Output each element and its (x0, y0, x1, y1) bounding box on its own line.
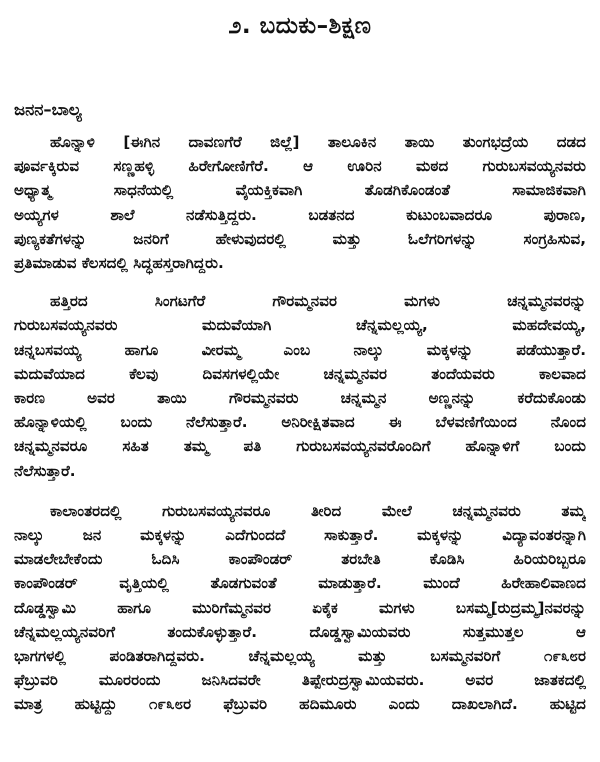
page-title: ೨. ಬದುಕು–ಶಿಕ್ಷಣ (228, 13, 372, 39)
paragraph-line: ಕಾರಣ ಅವರ ತಾಯಿ ಗೌರಮ್ಮನವರು ಚನ್ನಮ್ಮನ ಅಣ್ಣನನ್ನು ಕರೆದುಕೊಂಡು (14, 389, 586, 408)
paragraph-line: ಫೆಬ್ರುವರಿ ಮೂರರಂದು ಜನಿಸಿದವರೇ ತಿಪ್ಪೇರುದ್ರಸ್ವಾಮಿಯವರು. ಅವರ ಜಾತಕದಲ್ಲಿ (14, 671, 586, 690)
paragraph-line: ಪೂರ್ವಕ್ಕಿರುವ ಸಣ್ಣಹಳ್ಳಿ ಹಿರೇಗೋಣಿಗೆರೆ. ಆ ಊರಿನ ಮಠದ ಗುರುಬಸವಯ್ಯನವರು (14, 157, 586, 176)
paragraph-line: ಹತ್ತಿರದ ಸಿಂಗಟಗೆರೆ ಗೌರಮ್ಮನವರ ಮಗಳು ಚನ್ನಮ್ಮನವರನ್ನು (50, 292, 586, 311)
paragraph-line: ಭಾಗಗಳಲ್ಲಿ ಪಂಡಿತರಾಗಿದ್ದವರು. ಚೆನ್ನಮಲ್ಲಯ್ಯ ಮತ್ತು ಬಸಮ್ಮನವರಿಗೆ ೧೯೩೮ರ (14, 647, 586, 666)
paragraph-1 (14, 130, 586, 275)
paragraph-line: ಹೊನ್ನಾಳಿಯಲ್ಲಿ ಬಂದು ನೆಲೆಸುತ್ತಾರೆ. ಅನಿರೀಕ್ಷಿತವಾದ ಈ ಬೆಳವಣಿಗೆಯಿಂದ ನೊಂದ (14, 413, 586, 432)
paragraph-line: ಕಾಂಪೌಂಡರ್ ವೃತ್ತಿಯಲ್ಲಿ ತೊಡಗುವಂತೆ ಮಾಡುತ್ತಾರೆ. ಮುಂದೆ ಹಿರೇಹಾಲಿವಾಣದ (14, 574, 586, 593)
paragraph-line: ಹೊನ್ನಾಳಿ [ಈಗಿನ ದಾವಣಗೆರೆ ಜಿಲ್ಲೆ] ತಾಲೂಕಿನ ತಾಯಿ ತುಂಗಭದ್ರೆಯ ದಡದ (50, 133, 586, 151)
paragraph-line: ಚನ್ನಮ್ಮನವರೂ ಸಹಿತ ತಮ್ಮ ಪತಿ ಗುರುಬಸವಯ್ಯನವರೊಂದಿಗೆ ಹೊನ್ನಾಳಿಗೆ ಬಂದು (14, 437, 586, 456)
paragraph-line: ಗುರುಬಸವಯ್ಯನವರು ಮದುವೆಯಾಗಿ ಚೆನ್ನಮಲ್ಲಯ್ಯ, ಮಹದೇವಯ್ಯ, (14, 316, 586, 335)
paragraph-line: ದೊಡ್ಡಸ್ವಾಮಿ ಹಾಗೂ ಮುರಿಗೆಮ್ಮನವರ ಏಕೈಕ ಮಗಳು ಬಸಮ್ಮ[ರುದ್ರಮ್ಮ]ನವರನ್ನು (14, 598, 586, 617)
paragraph-line: ಅಧ್ಯಾತ್ಮ ಸಾಧನೆಯಲ್ಲಿ ವೈಯಕ್ತಿಕವಾಗಿ ತೊಡಗಿಕೊಂಡಂತೆ ಸಾಮಾಜಿಕವಾಗಿ (14, 181, 586, 200)
paragraph-line: ಪುಣ್ಯಕತೆಗಳನ್ನು ಜನರಿಗೆ ಹೇಳುವುದರಲ್ಲಿ ಮತ್ತು ಓಲೆಗರಿಗಳನ್ನು ಸಂಗ್ರಹಿಸುವ, (14, 229, 586, 248)
paragraph-line: ನಾಲ್ಕು ಜನ ಮಕ್ಕಳನ್ನು ಎದೆಗುಂದದೆ ಸಾಕುತ್ತಾರೆ. ಮಕ್ಕಳನ್ನು ವಿದ್ಯಾವಂತರನ್ನಾಗಿ (14, 526, 586, 545)
paragraph-line: ಮದುವೆಯಾದ ಕೆಲವು ದಿವಸಗಳಲ್ಲಿಯೇ ಚನ್ನಮ್ಮನವರ ತಂದೆಯವರು ಕಾಲವಾದ (14, 364, 586, 383)
paragraph-line: ಮಾತ್ರ ಹುಟ್ಟಿದ್ದು ೧೯೩೮ರ ಫೆಬ್ರುವರಿ ಹದಿಮೂರು ಎಂದು ದಾಖಲಾಗಿದೆ. ಹುಟ್ಟಿದ (14, 695, 586, 714)
paragraph-line: ಪ್ರತಿಮಾಡುವ ಕೆಲಸದಲ್ಲಿ ಸಿದ್ಧಹಸ್ತರಾಗಿದ್ದರು. (14, 254, 224, 273)
paragraph-line: ಚನ್ನಬಸವಯ್ಯ ಹಾಗೂ ವೀರಮ್ಮ ಎಂಬ ನಾಲ್ಕು ಮಕ್ಕಳನ್ನು ಪಡೆಯುತ್ತಾರೆ. (14, 340, 586, 359)
paragraph-2 (14, 289, 586, 483)
section-subheading: ಜನನ–ಬಾಲ್ಯ (14, 100, 82, 119)
paragraph-line: ಕಾಲಾಂತರದಲ್ಲಿ ಗುರುಬಸವಯ್ಯನವರೂ ತೀರಿದ ಮೇಲೆ ಚನ್ನಮ್ಮನವರು ತಮ್ಮ (50, 501, 586, 520)
paragraph-line: ಚೆನ್ನಮಲ್ಲಯ್ಯನವರಿಗೆ ತಂದುಕೊಳ್ಳುತ್ತಾರೆ. ದೊಡ್ಡಸ್ವಾಮಿಯವರು ಸುತ್ತಮುತ್ತಲ ಆ (14, 622, 586, 641)
paragraph-line: ಅಯ್ಯಗಳ ಶಾಲೆ ನಡೆಸುತ್ತಿದ್ದರು. ಬಡತನದ ಕುಟುಂಬವಾದರೂ ಪುರಾಣ, (14, 205, 586, 224)
paragraph-3 (14, 499, 586, 717)
paragraph-line: ನೆಲೆಸುತ್ತಾರೆ. (14, 461, 76, 480)
paragraph-line: ಮಾಡಲೇಬೇಕೆಂದು ಓದಿಸಿ ಕಾಂಪೌಂಡರ್ ತರಬೇತಿ ಕೊಡಿಸಿ ಹಿರಿಯರಿಬ್ಬರೂ (14, 550, 586, 569)
